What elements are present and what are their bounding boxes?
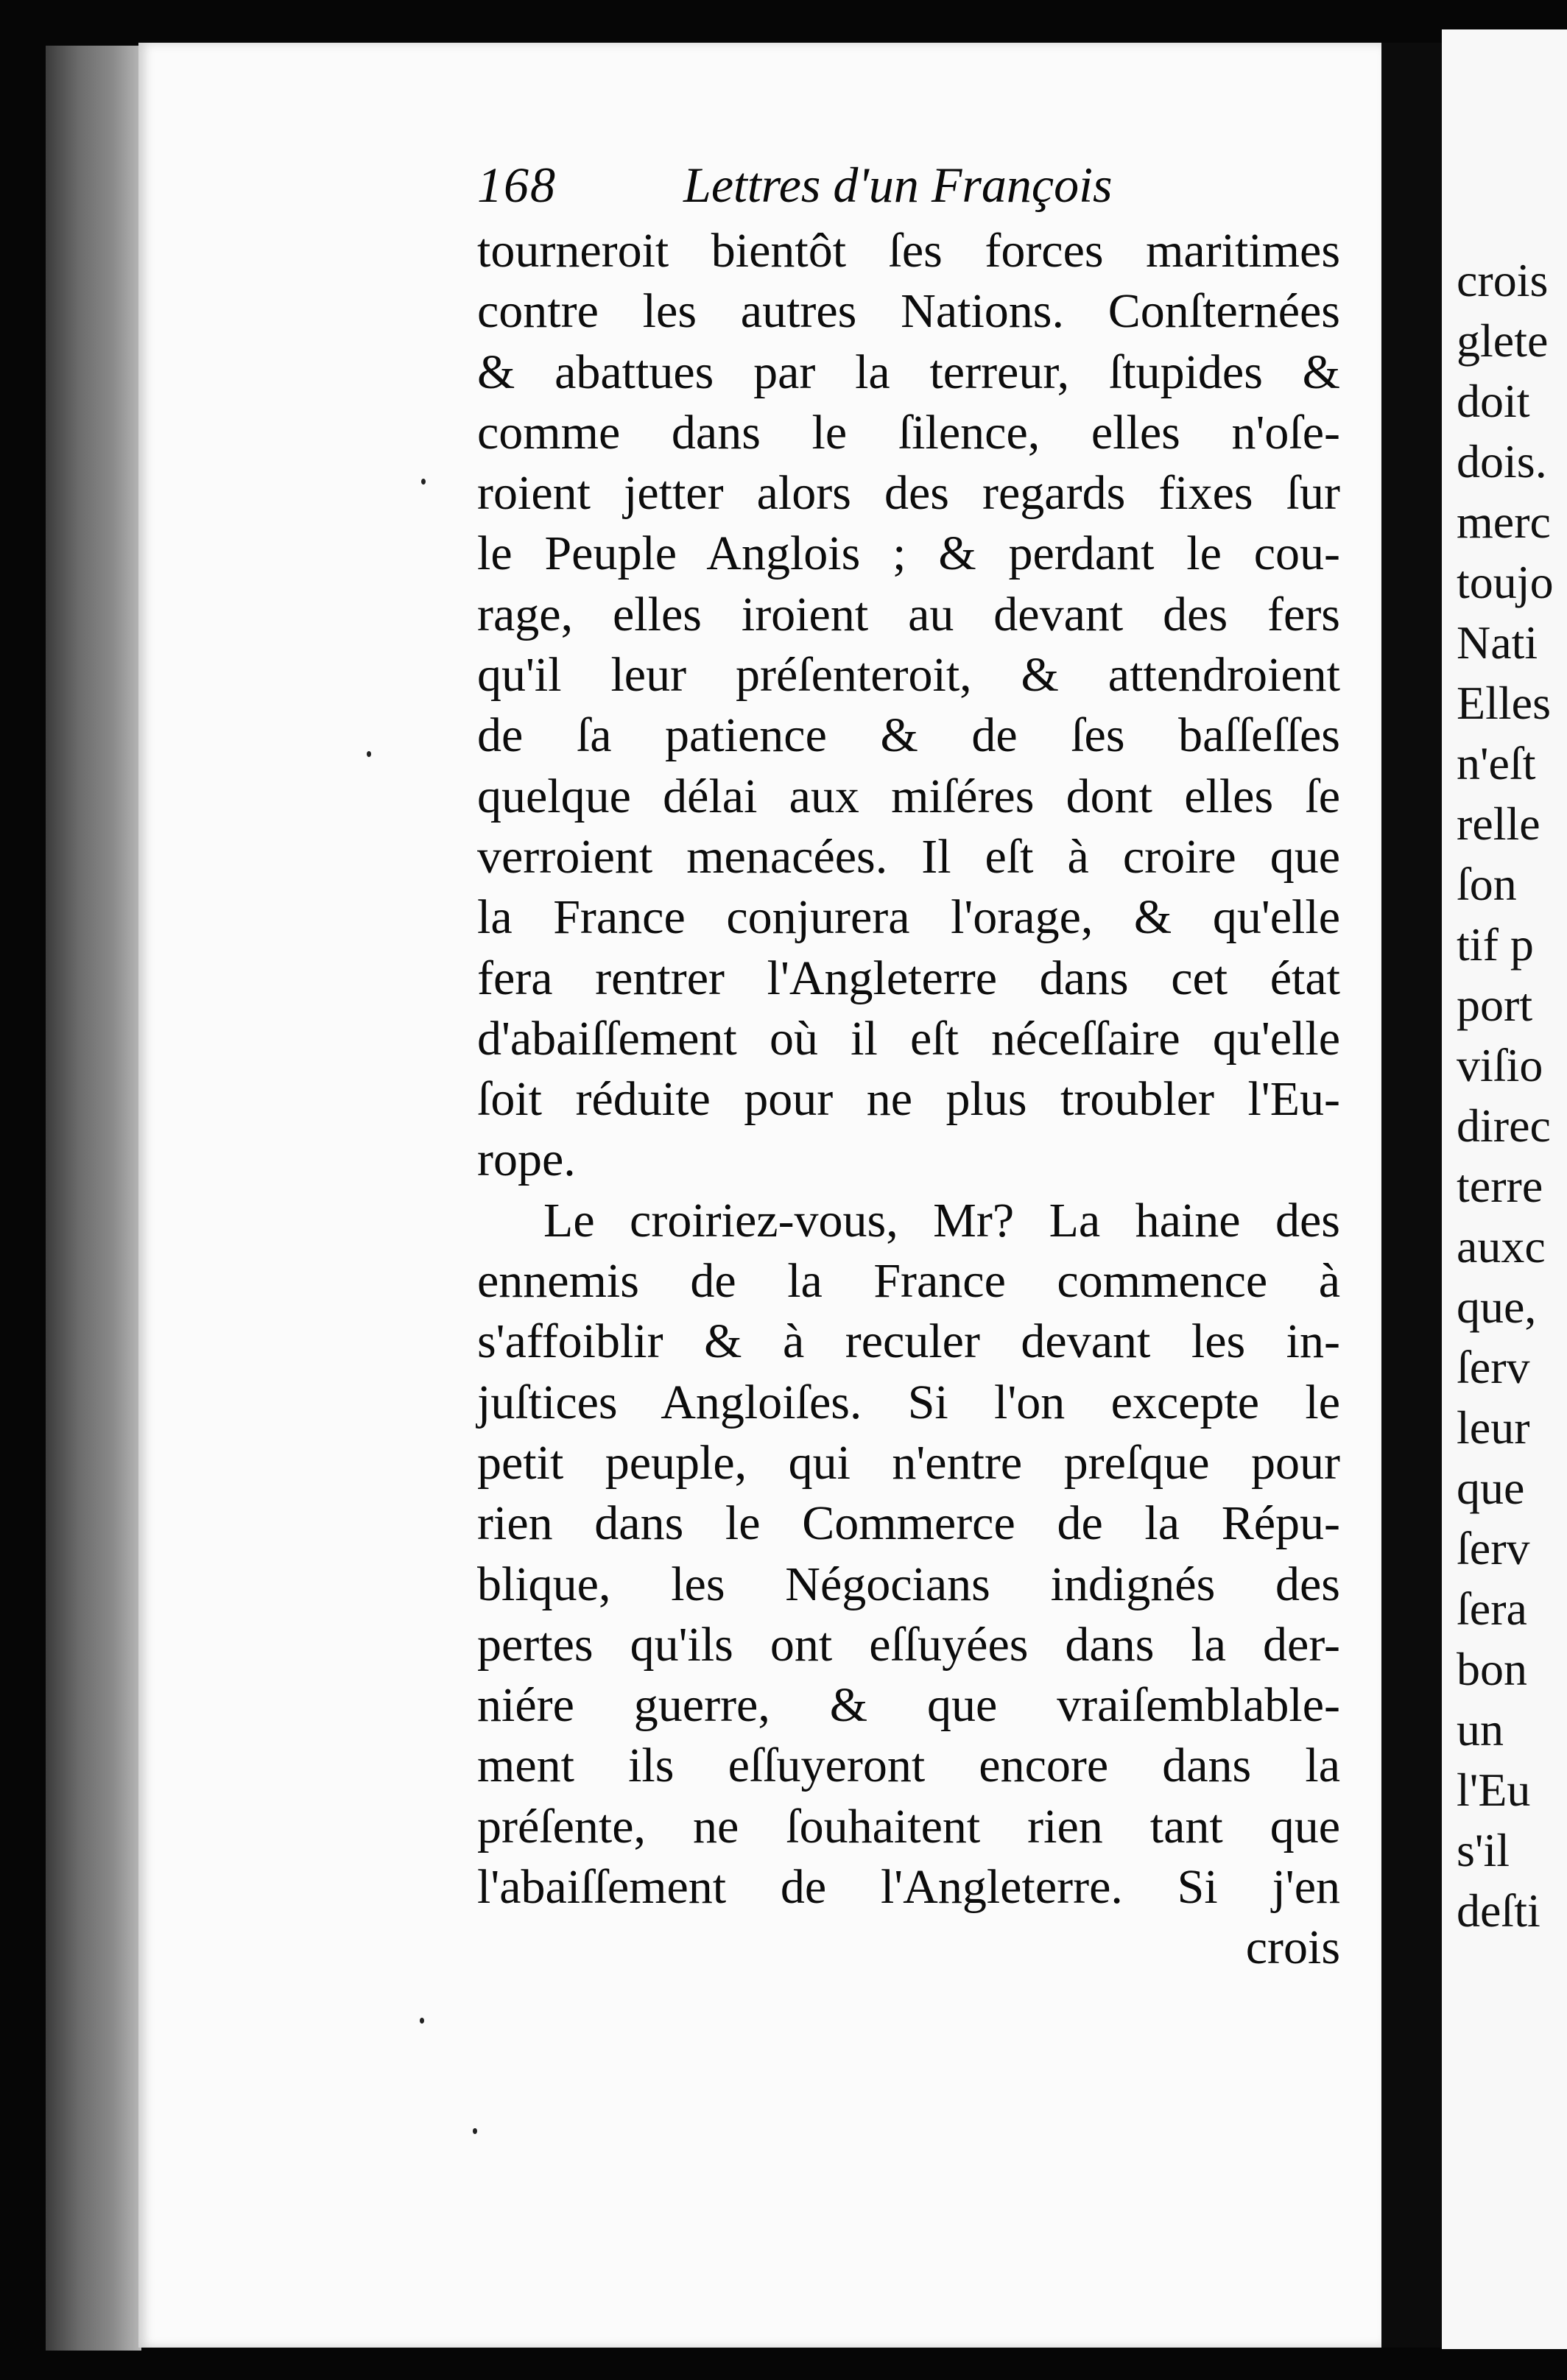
facing-text-fragment: Elles: [1457, 677, 1551, 729]
book-gutter: [1381, 43, 1442, 2348]
facing-text-fragment: que: [1457, 1462, 1525, 1514]
facing-text-fragment: glete: [1457, 314, 1549, 367]
facing-text-fragment: auxc: [1457, 1220, 1546, 1272]
text-line: blique, les Négocians indignés des: [477, 1557, 1340, 1611]
ink-speck: [420, 2018, 424, 2024]
ink-speck: [421, 479, 426, 485]
facing-text-fragment: ſera: [1457, 1582, 1527, 1635]
facing-text-fragment: toujo: [1457, 556, 1554, 608]
facing-text-fragment: port: [1457, 979, 1533, 1031]
facing-text-fragment: viſio: [1457, 1039, 1543, 1091]
text-line: contre les autres Nations. Conſternées: [477, 284, 1340, 339]
text-line: rien dans le Commerce de la Répu-: [477, 1496, 1340, 1551]
left-page-edge: [46, 46, 141, 2351]
text-line: de ſa patience & de ſes baſſeſſes: [477, 708, 1340, 763]
text-line: le Peuple Anglois ; & perdant le cou-: [477, 527, 1340, 581]
page-number: 168: [477, 157, 557, 213]
text-line: ennemis de la France commence à: [477, 1254, 1340, 1309]
facing-text-fragment: deſti: [1457, 1884, 1540, 1937]
text-line: quelque délai aux miſéres dont elles ſe: [477, 769, 1340, 823]
facing-text-fragment: l'Eu: [1457, 1764, 1531, 1816]
facing-text-fragment: merc: [1457, 496, 1551, 548]
facing-text-fragment: Nati: [1457, 616, 1538, 669]
facing-text-fragment: doit: [1457, 375, 1530, 427]
text-line: juſtices Angloiſes. Si l'on excepte le: [477, 1375, 1340, 1429]
facing-text-fragment: n'eſt: [1457, 737, 1536, 789]
text-line: fera rentrer l'Angleterre dans cet état: [477, 951, 1340, 1005]
facing-text-fragment: un: [1457, 1703, 1504, 1756]
facing-text-fragment: ſerv: [1457, 1522, 1530, 1574]
catchword: crois: [1245, 1920, 1340, 1975]
facing-text-fragment: dois.: [1457, 435, 1547, 487]
text-line: rage, elles iroient au devant des fers: [477, 587, 1340, 641]
text-line: d'abaiſſement où il eſt néceſſaire qu'elle: [477, 1011, 1340, 1066]
text-line: pertes qu'ils ont eſſuyées dans la der-: [477, 1617, 1340, 1672]
text-line: Le croiriez-vous, Mr? La haine des: [543, 1193, 1340, 1247]
facing-text-fragment: leur: [1457, 1401, 1530, 1454]
facing-text-fragment: tif p: [1457, 918, 1534, 971]
text-line: verroient menacées. Il eſt à croire que: [477, 829, 1340, 884]
text-line: ment ils eſſuyeront encore dans la: [477, 1739, 1340, 1793]
text-line: préſente, ne ſouhaitent rien tant que: [477, 1799, 1340, 1853]
body-text: [477, 221, 1340, 1979]
ink-speck: [473, 2128, 477, 2134]
running-title: Lettres d'un François: [683, 157, 1113, 213]
facing-text-fragment: relle: [1457, 798, 1540, 850]
facing-text-fragment: ſon: [1457, 858, 1517, 910]
text-line: & abattues par la terreur, ſtupides &: [477, 345, 1340, 399]
ink-speck: [367, 751, 371, 757]
page-header: [477, 156, 1140, 216]
facing-text-fragment: s'il: [1457, 1824, 1510, 1876]
facing-page-text: [1457, 250, 1567, 1941]
text-line: rope.: [477, 1133, 576, 1187]
text-line: roient jetter alors des regards fixes ſur: [477, 466, 1340, 521]
text-line: ſoit réduite pour ne plus troubler l'Eu-: [477, 1072, 1340, 1127]
facing-text-fragment: terre: [1457, 1160, 1543, 1212]
facing-text-fragment: ſerv: [1457, 1341, 1530, 1393]
facing-text-fragment: direc: [1457, 1099, 1551, 1152]
text-line: la France conjurera l'orage, & qu'elle: [477, 890, 1340, 945]
facing-text-fragment: crois: [1457, 254, 1549, 306]
facing-page: [1442, 29, 1567, 2349]
text-line: tourneroit bientôt ſes forces maritimes: [477, 224, 1340, 278]
text-line: l'abaiſſement de l'Angleterre. Si j'en: [477, 1860, 1340, 1915]
facing-text-fragment: bon: [1457, 1643, 1527, 1695]
text-line: qu'il leur préſenteroit, & attendroient: [477, 648, 1340, 703]
text-line: s'affoiblir & à reculer devant les in-: [477, 1314, 1340, 1369]
text-line: petit peuple, qui n'entre preſque pour: [477, 1435, 1340, 1490]
facing-text-fragment: que,: [1457, 1281, 1537, 1333]
text-line: niére guerre, & que vraiſemblable-: [477, 1678, 1340, 1733]
text-line: comme dans le ſilence, elles n'oſe-: [477, 405, 1340, 460]
